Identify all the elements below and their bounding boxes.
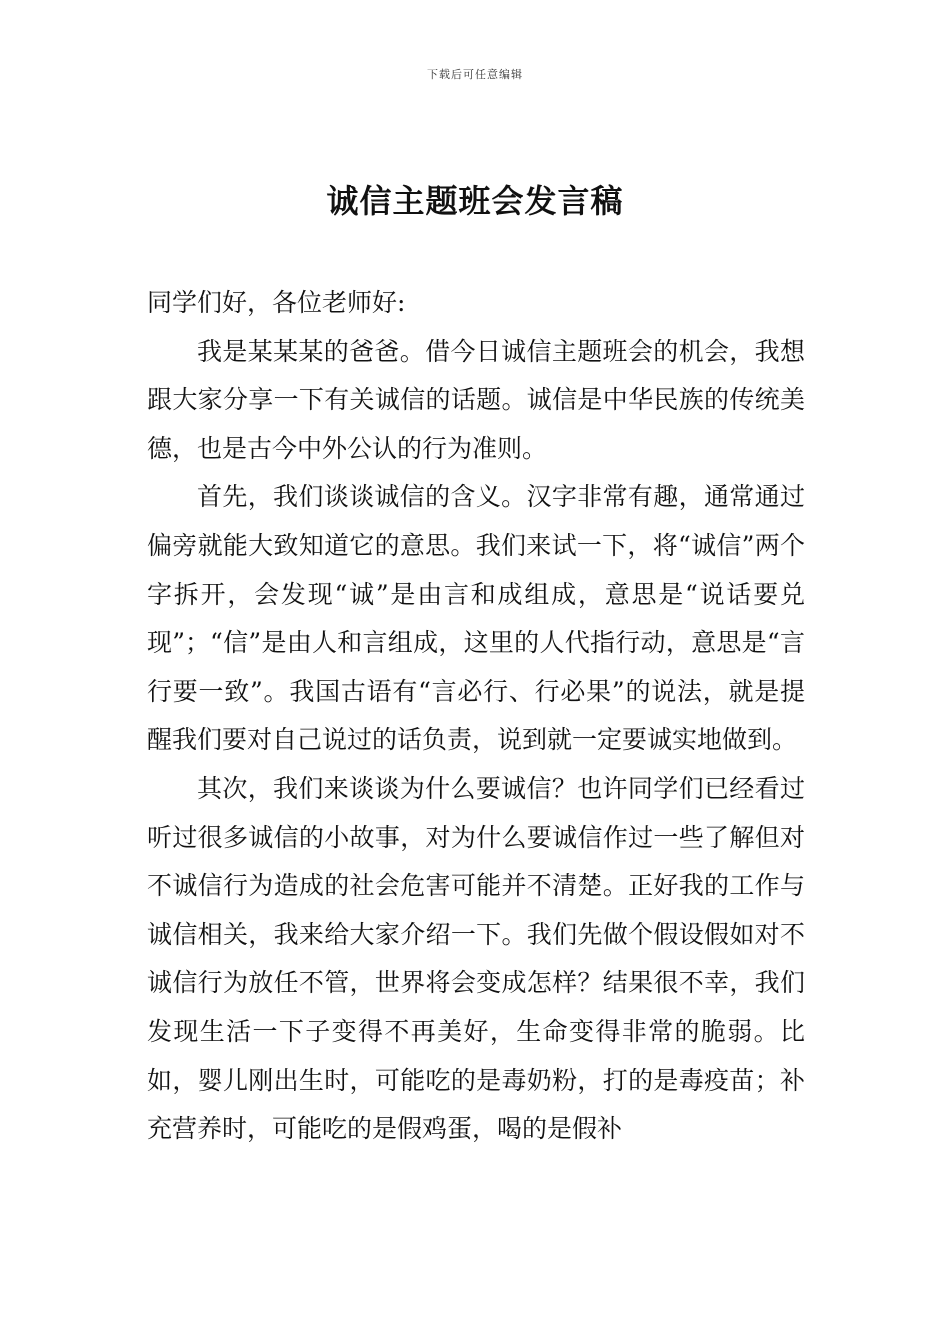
document-title: 诚信主题班会发言稿 xyxy=(326,182,624,220)
paragraph-intro: 我是某某某的爸爸。借今日诚信主题班会的机会，我想跟大家分享一下有关诚信的话题。诚信是中华民族的传统美德，也是古今中外公认的行为准则。 xyxy=(147,336,805,463)
paragraph-why: 其次，我们来谈谈为什么要诚信？也许同学们已经看过听过很多诚信的小故事，对为什么要诚信作过一些了解但对不诚信行为造成的社会危害可能并不清楚。正好我的工作与诚信相关，我来给大家介绍一下。我们先做个假设假如对不诚信行为放任不管，世界将会变成怎样？结果很不幸，我们发现生活一下子变得不再美好，生命变得非常的脆弱。比如，婴儿刚出生时，可能吃的是毒奶粉，打的是毒疫苗；补充营养时，可能吃的是假鸡蛋，喝的是假补 xyxy=(147,773,805,1144)
paragraph-meaning: 首先，我们谈谈诚信的含义。汉字非常有趣，通常通过偏旁就能大致知道它的意思。我们来试一下，将“诚信”两个字拆开，会发现“诚”是由言和成组成，意思是“说话要兑现”；“信”是由人和言组成，这里的人代指行动，意思是“言行要一致”。我国古语有“言必行、行必果”的说法，就是提醒我们要对自己说过的话负责，说到就一定要诚实地做到。 xyxy=(147,482,805,755)
greeting-line: 同学们好，各位老师好: xyxy=(147,288,406,317)
document-body xyxy=(147,279,805,1154)
page-header-note: 下载后可任意编辑 xyxy=(427,68,523,81)
